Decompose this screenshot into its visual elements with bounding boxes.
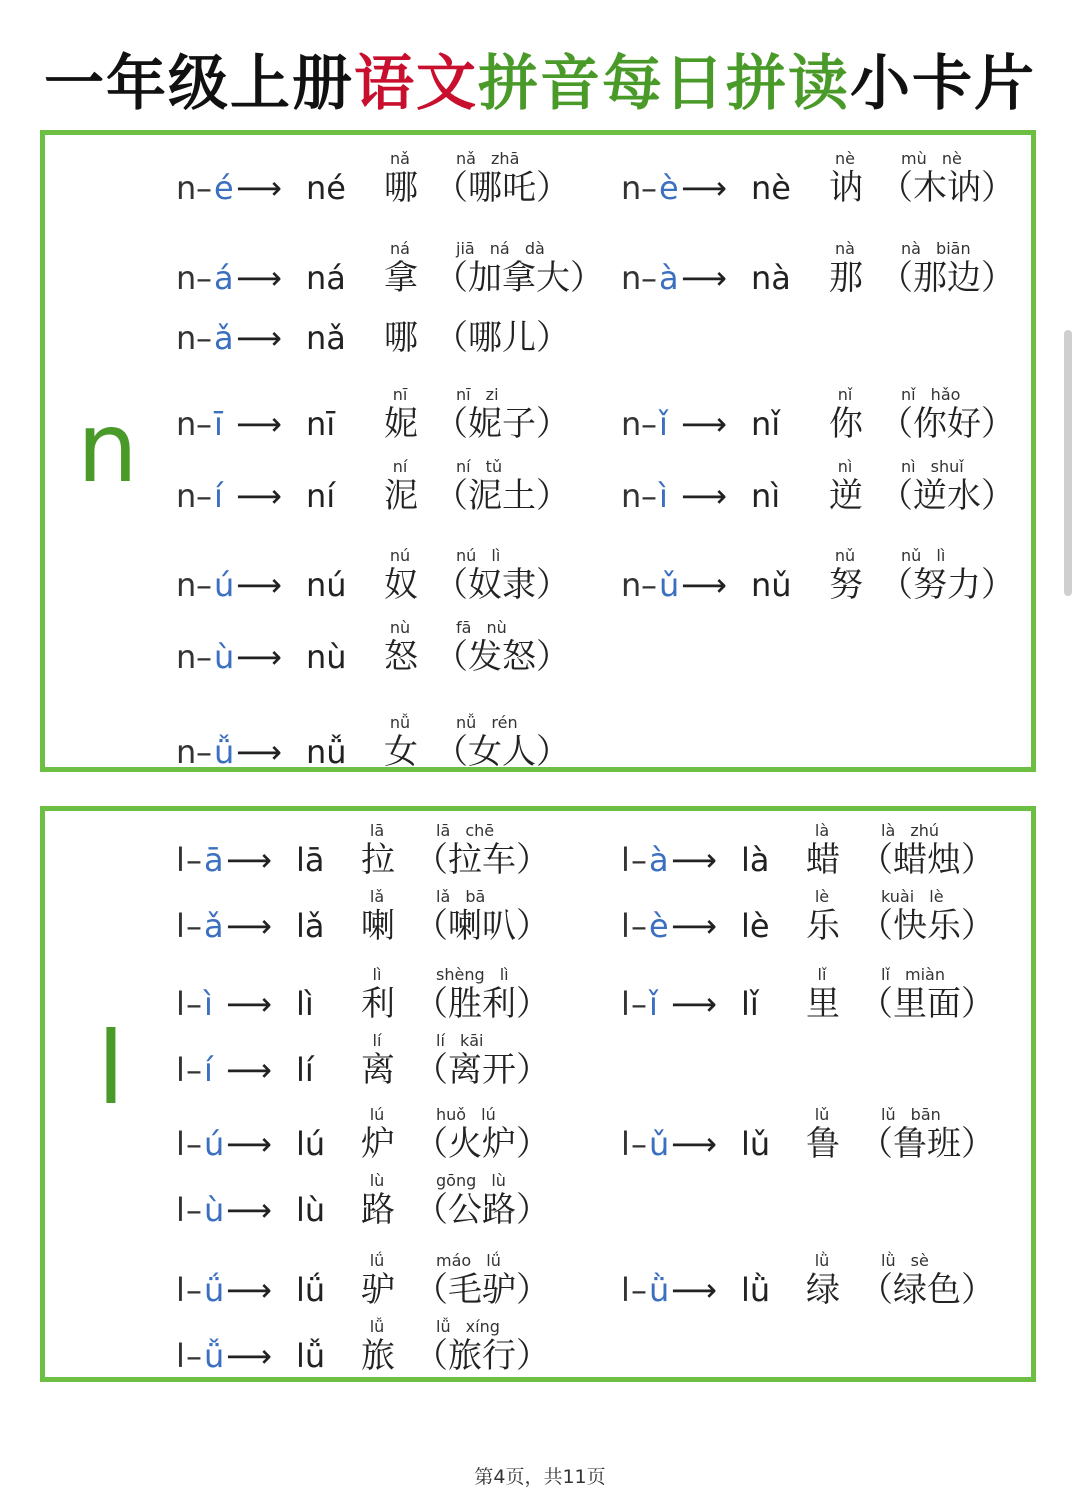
syllable-initial: l xyxy=(176,841,185,879)
hanzi: 妮 xyxy=(384,404,418,444)
word: （喇叭） xyxy=(414,906,550,946)
title-part-1: 一年级上册 xyxy=(44,49,354,119)
hanzi: 蜡 xyxy=(806,840,840,880)
char-pinyin: nǚ xyxy=(389,713,411,732)
hanzi: 拉 xyxy=(361,840,395,880)
word-pinyin: nà biān xyxy=(901,239,971,258)
dash: – xyxy=(641,477,657,515)
hanzi: 离 xyxy=(361,1050,395,1090)
arrow-icon: ⟶ xyxy=(236,405,282,443)
hanzi: 驴 xyxy=(361,1270,395,1310)
word: （里面） xyxy=(859,984,995,1024)
syllable-vowel: ǚ xyxy=(204,1337,225,1375)
syllable-initial: n xyxy=(176,566,197,604)
pinyin-row xyxy=(176,1031,606,1090)
syllable-initial: n xyxy=(621,477,642,515)
syllable-vowel: ā xyxy=(204,841,224,879)
syllable-result: nà xyxy=(751,259,791,297)
arrow-icon: ⟶ xyxy=(236,566,282,604)
arrow-icon: ⟶ xyxy=(671,841,717,879)
syllable-result: nù xyxy=(306,638,347,676)
syllable-result: lú xyxy=(296,1125,326,1163)
dash: – xyxy=(186,907,202,945)
word-pinyin: nì shuǐ xyxy=(901,457,964,476)
char-pinyin: lǐ xyxy=(817,965,827,984)
pinyin-row xyxy=(176,965,606,1024)
pinyin-row xyxy=(176,546,606,605)
syllable-vowel: ǐ xyxy=(649,985,658,1023)
initial-letter: n xyxy=(77,392,138,504)
dash: – xyxy=(186,985,202,1023)
dash: – xyxy=(196,319,212,357)
char-pinyin: nì xyxy=(837,457,853,476)
syllable-result: ní xyxy=(306,477,336,515)
dash: – xyxy=(196,477,212,515)
dash: – xyxy=(186,841,202,879)
char-pinyin: nù xyxy=(389,618,411,637)
char-pinyin: ní xyxy=(392,457,408,476)
syllable-result: lǚ xyxy=(296,1337,326,1375)
syllable-vowel: í xyxy=(204,1051,213,1089)
syllable-result: lǎ xyxy=(296,907,325,945)
word-pinyin: lā chē xyxy=(436,821,495,840)
arrow-icon: ⟶ xyxy=(226,1337,272,1375)
pinyin-row xyxy=(176,303,606,357)
hanzi: 努 xyxy=(829,565,863,605)
pinyin-row xyxy=(621,149,1051,208)
pinyin-row xyxy=(621,821,1051,880)
syllable-vowel: ǘ xyxy=(204,1271,225,1309)
syllable-initial: n xyxy=(176,477,197,515)
word-pinyin: máo lǘ xyxy=(436,1251,501,1270)
arrow-icon: ⟶ xyxy=(236,733,282,771)
syllable-result: nǔ xyxy=(751,566,792,604)
word: （木讷） xyxy=(879,168,1015,208)
pinyin-row xyxy=(621,965,1051,1024)
char-pinyin: lǜ xyxy=(814,1251,830,1270)
scrollbar[interactable] xyxy=(1064,330,1072,596)
pinyin-row xyxy=(621,385,1051,444)
syllable-vowel: ì xyxy=(659,477,668,515)
arrow-icon: ⟶ xyxy=(681,566,727,604)
hanzi: 利 xyxy=(361,984,395,1024)
syllable-result: lì xyxy=(296,985,314,1023)
word: （那边） xyxy=(879,258,1015,298)
dash: – xyxy=(196,733,212,771)
syllable-initial: l xyxy=(176,985,185,1023)
word-pinyin: lí kāi xyxy=(436,1031,484,1050)
hanzi: 路 xyxy=(361,1190,395,1230)
dash: – xyxy=(631,1271,647,1309)
arrow-icon: ⟶ xyxy=(681,477,727,515)
pinyin-row xyxy=(621,1251,1051,1310)
syllable-vowel: ú xyxy=(204,1125,225,1163)
word-pinyin: nǚ rén xyxy=(456,713,518,732)
syllable-initial: n xyxy=(176,733,197,771)
card-n xyxy=(40,130,1036,772)
dash: – xyxy=(641,405,657,443)
syllable-initial: n xyxy=(621,405,642,443)
syllable-initial: n xyxy=(176,638,197,676)
char-pinyin: lì xyxy=(372,965,382,984)
word-pinyin: nú lì xyxy=(456,546,501,565)
word-pinyin: nǔ lì xyxy=(901,546,946,565)
arrow-icon: ⟶ xyxy=(236,319,282,357)
dash: – xyxy=(641,169,657,207)
dash: – xyxy=(196,259,212,297)
syllable-initial: n xyxy=(176,319,197,357)
char-pinyin: lí xyxy=(372,1031,382,1050)
hanzi: 拿 xyxy=(384,258,418,298)
syllable-initial: n xyxy=(176,405,197,443)
arrow-icon: ⟶ xyxy=(226,841,272,879)
syllable-initial: n xyxy=(176,169,197,207)
syllable-vowel: ǎ xyxy=(204,907,224,945)
dash: – xyxy=(631,985,647,1023)
syllable-vowel: á xyxy=(214,259,234,297)
word-pinyin: nǎ zhā xyxy=(456,149,520,168)
arrow-icon: ⟶ xyxy=(671,985,717,1023)
dash: – xyxy=(186,1271,202,1309)
word: （快乐） xyxy=(859,906,995,946)
word: （发怒） xyxy=(434,637,570,677)
syllable-vowel: ǚ xyxy=(214,733,235,771)
arrow-icon: ⟶ xyxy=(236,259,282,297)
syllable-result: lù xyxy=(296,1191,326,1229)
syllable-result: lè xyxy=(741,907,770,945)
dash: – xyxy=(631,841,647,879)
char-pinyin: nè xyxy=(835,149,855,168)
word-pinyin: lǎ bā xyxy=(436,887,486,906)
word: （鲁班） xyxy=(859,1124,995,1164)
pinyin-row xyxy=(621,457,1051,516)
syllable-initial: l xyxy=(621,1271,630,1309)
word: （加拿大） xyxy=(434,258,604,298)
word: （火炉） xyxy=(414,1124,550,1164)
arrow-icon: ⟶ xyxy=(226,1271,272,1309)
arrow-icon: ⟶ xyxy=(226,985,272,1023)
hanzi: 讷 xyxy=(829,168,863,208)
syllable-vowel: ǎ xyxy=(214,319,234,357)
word-pinyin: nǐ hǎo xyxy=(901,385,961,404)
word: （泥土） xyxy=(434,476,570,516)
syllable-initial: n xyxy=(621,169,642,207)
syllable-initial: l xyxy=(621,907,630,945)
pinyin-row xyxy=(176,1105,606,1164)
dash: – xyxy=(641,259,657,297)
hanzi: 女 xyxy=(384,732,418,772)
syllable-result: ná xyxy=(306,259,346,297)
syllable-initial: l xyxy=(621,985,630,1023)
syllable-initial: n xyxy=(621,566,642,604)
pinyin-row xyxy=(621,546,1051,605)
char-pinyin: lǔ xyxy=(814,1105,830,1124)
word-pinyin: shèng lì xyxy=(436,965,509,984)
arrow-icon: ⟶ xyxy=(226,1125,272,1163)
syllable-result: lǜ xyxy=(741,1271,771,1309)
word: （女人） xyxy=(434,732,570,772)
syllable-initial: l xyxy=(621,1125,630,1163)
arrow-icon: ⟶ xyxy=(236,169,282,207)
word: （离开） xyxy=(414,1050,550,1090)
word: （哪儿） xyxy=(434,318,570,358)
pinyin-row xyxy=(176,1317,606,1376)
word: （绿色） xyxy=(859,1270,995,1310)
word-pinyin: gōng lù xyxy=(436,1171,506,1190)
arrow-icon: ⟶ xyxy=(236,477,282,515)
char-pinyin: lè xyxy=(814,887,830,906)
pinyin-row xyxy=(176,385,606,444)
hanzi: 旅 xyxy=(361,1336,395,1376)
hanzi: 乐 xyxy=(806,906,840,946)
word: （妮子） xyxy=(434,404,570,444)
syllable-initial: l xyxy=(176,1051,185,1089)
dash: – xyxy=(196,566,212,604)
pinyin-row xyxy=(176,1251,606,1310)
arrow-icon: ⟶ xyxy=(681,405,727,443)
dash: – xyxy=(186,1337,202,1375)
card-l xyxy=(40,806,1036,1382)
pinyin-row xyxy=(176,149,606,208)
hanzi: 奴 xyxy=(384,565,418,605)
pinyin-row xyxy=(176,457,606,516)
pinyin-row xyxy=(621,887,1051,946)
dash: – xyxy=(641,566,657,604)
word: （胜利） xyxy=(414,984,550,1024)
arrow-icon: ⟶ xyxy=(681,259,727,297)
word-pinyin: lǔ bān xyxy=(881,1105,941,1124)
hanzi: 哪 xyxy=(384,168,418,208)
syllable-vowel: è xyxy=(659,169,679,207)
syllable-result: nì xyxy=(751,477,781,515)
hanzi: 炉 xyxy=(361,1124,395,1164)
dash: – xyxy=(186,1125,202,1163)
syllable-vowel: à xyxy=(659,259,679,297)
word-pinyin: nī zi xyxy=(456,385,499,404)
pinyin-row xyxy=(176,713,606,772)
dash: – xyxy=(186,1191,202,1229)
arrow-icon: ⟶ xyxy=(671,907,717,945)
hanzi: 鲁 xyxy=(806,1124,840,1164)
syllable-initial: l xyxy=(621,841,630,879)
syllable-initial: l xyxy=(176,1125,185,1163)
syllable-vowel: í xyxy=(214,477,223,515)
syllable-initial: n xyxy=(621,259,642,297)
word-pinyin: là zhú xyxy=(881,821,940,840)
arrow-icon: ⟶ xyxy=(671,1271,717,1309)
dash: – xyxy=(196,169,212,207)
syllable-result: lí xyxy=(296,1051,314,1089)
dash: – xyxy=(631,1125,647,1163)
word: （努力） xyxy=(879,565,1015,605)
syllable-result: nǐ xyxy=(751,405,781,443)
hanzi: 哪 xyxy=(384,318,418,358)
pinyin-row xyxy=(176,887,606,946)
syllable-vowel: ù xyxy=(214,638,235,676)
syllable-result: nǚ xyxy=(306,733,347,771)
word: （公路） xyxy=(414,1190,550,1230)
syllable-result: lǐ xyxy=(741,985,759,1023)
syllable-initial: l xyxy=(176,907,185,945)
arrow-icon: ⟶ xyxy=(671,1125,717,1163)
syllable-result: nī xyxy=(306,405,336,443)
syllable-initial: l xyxy=(176,1191,185,1229)
pinyin-row xyxy=(621,239,1051,298)
syllable-vowel: è xyxy=(649,907,669,945)
hanzi: 怒 xyxy=(384,637,418,677)
initial-letter: l xyxy=(97,1010,125,1127)
char-pinyin: nǎ xyxy=(390,149,410,168)
syllable-vowel: ù xyxy=(204,1191,225,1229)
page-indicator: 第4页，共11页 xyxy=(474,1466,606,1488)
syllable-result: né xyxy=(306,169,346,207)
syllable-result: lǘ xyxy=(296,1271,326,1309)
syllable-vowel: ī xyxy=(214,405,223,443)
word: （奴隶） xyxy=(434,565,570,605)
word: （哪吒） xyxy=(434,168,570,208)
page-title xyxy=(0,36,1080,122)
char-pinyin: lǚ xyxy=(369,1317,385,1336)
syllable-result: lā xyxy=(296,841,325,879)
char-pinyin: nú xyxy=(389,546,411,565)
hanzi: 里 xyxy=(806,984,840,1024)
arrow-icon: ⟶ xyxy=(226,1191,272,1229)
syllable-vowel: ú xyxy=(214,566,235,604)
word-pinyin: lǐ miàn xyxy=(881,965,945,984)
dash: – xyxy=(186,1051,202,1089)
pinyin-row xyxy=(621,1105,1051,1164)
syllable-result: là xyxy=(741,841,770,879)
char-pinyin: lǎ xyxy=(369,887,385,906)
word: （毛驴） xyxy=(414,1270,550,1310)
word-pinyin: lǜ sè xyxy=(881,1251,929,1270)
title-part-4: 小卡片 xyxy=(850,49,1036,119)
pinyin-row xyxy=(176,618,606,677)
syllable-vowel: ǔ xyxy=(659,566,680,604)
word: （你好） xyxy=(879,404,1015,444)
char-pinyin: nī xyxy=(392,385,408,404)
pinyin-row xyxy=(176,239,606,298)
arrow-icon: ⟶ xyxy=(226,907,272,945)
char-pinyin: lú xyxy=(369,1105,385,1124)
word-pinyin: kuài lè xyxy=(881,887,944,906)
word-pinyin: mù nè xyxy=(901,149,962,168)
hanzi: 泥 xyxy=(384,476,418,516)
syllable-result: nè xyxy=(751,169,791,207)
syllable-result: lǔ xyxy=(741,1125,771,1163)
hanzi: 喇 xyxy=(361,906,395,946)
word: （旅行） xyxy=(414,1336,550,1376)
char-pinyin: nà xyxy=(835,239,855,258)
word-pinyin: lǚ xíng xyxy=(436,1317,500,1336)
word-pinyin: huǒ lú xyxy=(436,1105,496,1124)
word-pinyin: fā nù xyxy=(456,618,507,637)
syllable-vowel: ǔ xyxy=(649,1125,670,1163)
word: （逆水） xyxy=(879,476,1015,516)
pinyin-row xyxy=(176,1171,606,1230)
dash: – xyxy=(196,405,212,443)
hanzi: 那 xyxy=(829,258,863,298)
arrow-icon: ⟶ xyxy=(236,638,282,676)
word: （蜡烛） xyxy=(859,840,995,880)
arrow-icon: ⟶ xyxy=(681,169,727,207)
char-pinyin: là xyxy=(814,821,830,840)
char-pinyin: ná xyxy=(390,239,410,258)
syllable-result: nú xyxy=(306,566,347,604)
title-part-3: 拼音每日拼读 xyxy=(478,49,850,119)
char-pinyin: nǔ xyxy=(834,546,856,565)
char-pinyin: lù xyxy=(369,1171,385,1190)
syllable-vowel: ì xyxy=(204,985,213,1023)
hanzi: 绿 xyxy=(806,1270,840,1310)
syllable-vowel: ǜ xyxy=(649,1271,670,1309)
syllable-initial: n xyxy=(176,259,197,297)
char-pinyin: lǘ xyxy=(369,1251,385,1270)
dash: – xyxy=(196,638,212,676)
hanzi: 逆 xyxy=(829,476,863,516)
word-pinyin: ní tǔ xyxy=(456,457,503,476)
char-pinyin: lā xyxy=(369,821,385,840)
syllable-vowel: ǐ xyxy=(659,405,668,443)
hanzi: 你 xyxy=(829,404,863,444)
title-part-2: 语文 xyxy=(354,49,478,119)
arrow-icon: ⟶ xyxy=(226,1051,272,1089)
syllable-result: nǎ xyxy=(306,319,346,357)
syllable-vowel: é xyxy=(214,169,234,207)
word: （拉车） xyxy=(414,840,550,880)
pinyin-row xyxy=(176,821,606,880)
char-pinyin: nǐ xyxy=(837,385,853,404)
dash: – xyxy=(631,907,647,945)
word-pinyin: jiā ná dà xyxy=(456,239,545,258)
syllable-initial: l xyxy=(176,1337,185,1375)
syllable-vowel: à xyxy=(649,841,669,879)
syllable-initial: l xyxy=(176,1271,185,1309)
